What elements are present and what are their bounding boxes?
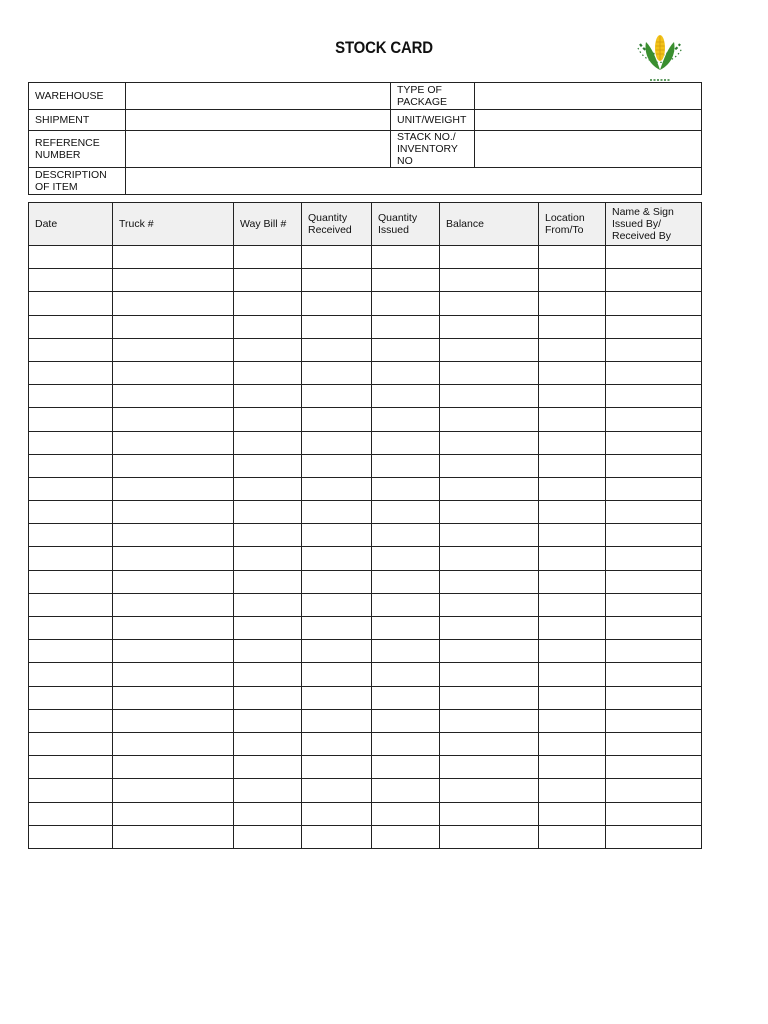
table-cell[interactable] xyxy=(113,547,234,570)
table-cell[interactable] xyxy=(440,732,539,755)
stack-no-field[interactable] xyxy=(475,131,702,168)
table-cell[interactable] xyxy=(113,593,234,616)
reference-number-label: REFERENCE NUMBER xyxy=(29,131,126,168)
page-title: STOCK CARD xyxy=(335,38,433,57)
reference-number-field[interactable] xyxy=(126,131,391,168)
table-cell[interactable] xyxy=(302,570,372,593)
table-cell[interactable] xyxy=(539,756,606,779)
table-cell[interactable] xyxy=(539,269,606,292)
table-cell[interactable] xyxy=(302,408,372,431)
table-cell[interactable] xyxy=(372,617,440,640)
table-cell[interactable] xyxy=(113,825,234,848)
table-row xyxy=(29,547,702,570)
table-cell[interactable] xyxy=(539,454,606,477)
table-cell[interactable] xyxy=(113,501,234,524)
table-cell[interactable] xyxy=(302,246,372,269)
table-cell[interactable] xyxy=(113,269,234,292)
table-cell[interactable] xyxy=(113,338,234,361)
table-cell[interactable] xyxy=(539,501,606,524)
table-cell[interactable] xyxy=(29,524,113,547)
table-cell[interactable] xyxy=(606,361,702,384)
table-cell[interactable] xyxy=(302,732,372,755)
table-row xyxy=(29,431,702,454)
table-cell[interactable] xyxy=(302,385,372,408)
table-cell[interactable] xyxy=(113,431,234,454)
table-cell[interactable] xyxy=(234,802,302,825)
table-cell[interactable] xyxy=(539,640,606,663)
table-cell[interactable] xyxy=(606,570,702,593)
table-cell[interactable] xyxy=(113,663,234,686)
table-cell[interactable] xyxy=(539,246,606,269)
table-cell[interactable] xyxy=(606,246,702,269)
table-cell[interactable] xyxy=(539,524,606,547)
table-cell[interactable] xyxy=(29,385,113,408)
table-cell[interactable] xyxy=(302,431,372,454)
table-cell[interactable] xyxy=(372,547,440,570)
column-header-name-sign: Name & Sign Issued By/ Received By xyxy=(606,203,702,246)
table-row xyxy=(29,825,702,848)
table-cell[interactable] xyxy=(440,756,539,779)
warehouse-field[interactable] xyxy=(126,83,391,110)
table-cell[interactable] xyxy=(234,501,302,524)
table-cell[interactable] xyxy=(372,709,440,732)
table-cell[interactable] xyxy=(440,431,539,454)
table-cell[interactable] xyxy=(372,663,440,686)
table-cell[interactable] xyxy=(372,408,440,431)
table-cell[interactable] xyxy=(234,524,302,547)
table-cell[interactable] xyxy=(234,315,302,338)
log-header-row xyxy=(29,203,702,246)
table-cell[interactable] xyxy=(302,663,372,686)
table-cell[interactable] xyxy=(29,686,113,709)
shipment-field[interactable] xyxy=(126,110,391,131)
table-cell[interactable] xyxy=(302,593,372,616)
table-cell[interactable] xyxy=(440,269,539,292)
table-cell[interactable] xyxy=(539,361,606,384)
table-cell[interactable] xyxy=(539,617,606,640)
table-cell[interactable] xyxy=(29,431,113,454)
table-cell[interactable] xyxy=(372,593,440,616)
table-cell[interactable] xyxy=(539,686,606,709)
table-cell[interactable] xyxy=(234,732,302,755)
table-row xyxy=(29,385,702,408)
table-cell[interactable] xyxy=(440,408,539,431)
table-cell[interactable] xyxy=(372,686,440,709)
table-cell[interactable] xyxy=(539,385,606,408)
table-cell[interactable] xyxy=(302,825,372,848)
column-header-quantity-received: Quantity Received xyxy=(302,203,372,246)
table-cell[interactable] xyxy=(440,802,539,825)
table-cell[interactable] xyxy=(372,732,440,755)
table-row xyxy=(29,686,702,709)
table-cell[interactable] xyxy=(606,431,702,454)
table-cell[interactable] xyxy=(29,408,113,431)
table-cell[interactable] xyxy=(372,269,440,292)
table-cell[interactable] xyxy=(234,385,302,408)
table-cell[interactable] xyxy=(234,454,302,477)
table-cell[interactable] xyxy=(29,732,113,755)
table-cell[interactable] xyxy=(606,593,702,616)
description-field[interactable] xyxy=(126,168,702,195)
table-cell[interactable] xyxy=(606,454,702,477)
type-of-package-field[interactable] xyxy=(475,83,702,110)
table-cell[interactable] xyxy=(606,269,702,292)
table-cell[interactable] xyxy=(113,640,234,663)
table-cell[interactable] xyxy=(539,547,606,570)
table-cell[interactable] xyxy=(606,501,702,524)
table-cell[interactable] xyxy=(440,501,539,524)
table-cell[interactable] xyxy=(234,663,302,686)
table-cell[interactable] xyxy=(606,779,702,802)
table-cell[interactable] xyxy=(113,315,234,338)
table-cell[interactable] xyxy=(29,593,113,616)
table-cell[interactable] xyxy=(234,246,302,269)
table-cell[interactable] xyxy=(539,292,606,315)
table-row xyxy=(29,709,702,732)
table-cell[interactable] xyxy=(302,779,372,802)
table-cell[interactable] xyxy=(539,593,606,616)
table-cell[interactable] xyxy=(29,709,113,732)
table-cell[interactable] xyxy=(539,779,606,802)
table-cell[interactable] xyxy=(539,802,606,825)
table-row xyxy=(29,292,702,315)
table-cell[interactable] xyxy=(440,709,539,732)
table-cell[interactable] xyxy=(440,663,539,686)
table-cell[interactable] xyxy=(372,315,440,338)
table-cell[interactable] xyxy=(539,825,606,848)
column-header-way-bill: Way Bill # xyxy=(234,203,302,246)
table-cell[interactable] xyxy=(234,431,302,454)
table-row xyxy=(29,663,702,686)
table-cell[interactable] xyxy=(234,361,302,384)
table-cell[interactable] xyxy=(113,802,234,825)
stock-log-table xyxy=(28,202,702,849)
table-cell[interactable] xyxy=(302,338,372,361)
table-cell[interactable] xyxy=(606,640,702,663)
table-cell[interactable] xyxy=(302,501,372,524)
table-cell[interactable] xyxy=(606,663,702,686)
warehouse-label: WAREHOUSE xyxy=(29,83,126,110)
table-cell[interactable] xyxy=(29,779,113,802)
table-cell[interactable] xyxy=(29,477,113,500)
table-cell[interactable] xyxy=(372,756,440,779)
table-cell[interactable] xyxy=(440,779,539,802)
table-cell[interactable] xyxy=(302,292,372,315)
table-cell[interactable] xyxy=(302,269,372,292)
table-cell[interactable] xyxy=(440,524,539,547)
table-cell[interactable] xyxy=(440,593,539,616)
table-cell[interactable] xyxy=(302,802,372,825)
table-cell[interactable] xyxy=(234,269,302,292)
table-cell[interactable] xyxy=(606,338,702,361)
table-cell[interactable] xyxy=(372,640,440,663)
table-cell[interactable] xyxy=(29,547,113,570)
table-cell[interactable] xyxy=(539,477,606,500)
table-cell[interactable] xyxy=(606,315,702,338)
table-row xyxy=(29,361,702,384)
table-cell[interactable] xyxy=(29,454,113,477)
table-cell[interactable] xyxy=(372,501,440,524)
table-cell[interactable] xyxy=(234,640,302,663)
table-cell[interactable] xyxy=(302,617,372,640)
table-row xyxy=(29,593,702,616)
table-cell[interactable] xyxy=(372,361,440,384)
table-row xyxy=(29,802,702,825)
table-cell[interactable] xyxy=(302,709,372,732)
table-cell[interactable] xyxy=(606,617,702,640)
shipment-label: SHIPMENT xyxy=(29,110,126,131)
table-row xyxy=(29,246,702,269)
table-cell[interactable] xyxy=(606,756,702,779)
table-cell[interactable] xyxy=(440,338,539,361)
table-cell[interactable] xyxy=(29,501,113,524)
table-cell[interactable] xyxy=(372,385,440,408)
corn-leaf-wreath-icon xyxy=(630,30,690,84)
table-cell[interactable] xyxy=(302,315,372,338)
table-row xyxy=(29,756,702,779)
column-header-balance: Balance xyxy=(440,203,539,246)
table-cell[interactable] xyxy=(113,477,234,500)
info-row xyxy=(29,83,702,110)
table-cell[interactable] xyxy=(440,385,539,408)
unit-weight-field[interactable] xyxy=(475,110,702,131)
table-cell[interactable] xyxy=(440,361,539,384)
table-cell[interactable] xyxy=(440,477,539,500)
table-cell[interactable] xyxy=(113,570,234,593)
table-cell[interactable] xyxy=(113,361,234,384)
table-row xyxy=(29,524,702,547)
column-header-location: Location From/To xyxy=(539,203,606,246)
table-cell[interactable] xyxy=(440,640,539,663)
table-cell[interactable] xyxy=(539,570,606,593)
table-cell[interactable] xyxy=(372,524,440,547)
table-cell[interactable] xyxy=(606,547,702,570)
table-cell[interactable] xyxy=(113,408,234,431)
table-cell[interactable] xyxy=(29,617,113,640)
table-cell[interactable] xyxy=(372,802,440,825)
table-cell[interactable] xyxy=(234,686,302,709)
table-cell[interactable] xyxy=(372,246,440,269)
table-row xyxy=(29,501,702,524)
info-row xyxy=(29,131,702,168)
table-cell[interactable] xyxy=(29,663,113,686)
table-cell[interactable] xyxy=(302,361,372,384)
table-cell[interactable] xyxy=(606,732,702,755)
table-cell[interactable] xyxy=(29,246,113,269)
table-cell[interactable] xyxy=(606,524,702,547)
table-cell[interactable] xyxy=(234,547,302,570)
table-cell[interactable] xyxy=(440,292,539,315)
table-cell[interactable] xyxy=(29,570,113,593)
table-cell[interactable] xyxy=(372,570,440,593)
table-cell[interactable] xyxy=(372,454,440,477)
table-cell[interactable] xyxy=(440,617,539,640)
description-label: DESCRIPTION OF ITEM xyxy=(29,168,126,195)
table-cell[interactable] xyxy=(29,825,113,848)
table-cell[interactable] xyxy=(606,385,702,408)
item-info-table xyxy=(28,82,702,195)
table-cell[interactable] xyxy=(372,431,440,454)
info-row xyxy=(29,110,702,131)
type-of-package-label: TYPE OF PACKAGE xyxy=(391,83,475,110)
table-cell[interactable] xyxy=(372,825,440,848)
table-cell[interactable] xyxy=(29,338,113,361)
table-cell[interactable] xyxy=(440,825,539,848)
table-cell[interactable] xyxy=(606,408,702,431)
table-cell[interactable] xyxy=(302,686,372,709)
table-cell[interactable] xyxy=(606,709,702,732)
table-cell[interactable] xyxy=(113,756,234,779)
table-cell[interactable] xyxy=(113,617,234,640)
table-cell[interactable] xyxy=(113,779,234,802)
table-cell[interactable] xyxy=(234,338,302,361)
table-cell[interactable] xyxy=(302,756,372,779)
table-cell[interactable] xyxy=(234,292,302,315)
table-cell[interactable] xyxy=(234,477,302,500)
table-row xyxy=(29,408,702,431)
unit-weight-label: UNIT/WEIGHT xyxy=(391,110,475,131)
table-cell[interactable] xyxy=(372,779,440,802)
table-cell[interactable] xyxy=(113,292,234,315)
table-cell[interactable] xyxy=(539,408,606,431)
table-cell[interactable] xyxy=(113,246,234,269)
column-header-date: Date xyxy=(29,203,113,246)
table-cell[interactable] xyxy=(539,732,606,755)
table-cell[interactable] xyxy=(113,385,234,408)
table-row xyxy=(29,779,702,802)
table-cell[interactable] xyxy=(29,292,113,315)
table-cell[interactable] xyxy=(539,663,606,686)
table-cell[interactable] xyxy=(372,477,440,500)
table-cell[interactable] xyxy=(302,477,372,500)
table-cell[interactable] xyxy=(113,454,234,477)
table-cell[interactable] xyxy=(606,477,702,500)
table-cell[interactable] xyxy=(302,524,372,547)
table-cell[interactable] xyxy=(113,686,234,709)
table-cell[interactable] xyxy=(539,431,606,454)
table-cell[interactable] xyxy=(372,338,440,361)
stack-no-label: STACK NO./ INVENTORY NO xyxy=(391,131,475,168)
table-cell[interactable] xyxy=(29,640,113,663)
table-cell[interactable] xyxy=(372,292,440,315)
column-header-truck: Truck # xyxy=(113,203,234,246)
table-row xyxy=(29,640,702,663)
info-row xyxy=(29,168,702,195)
table-row xyxy=(29,338,702,361)
table-cell[interactable] xyxy=(113,709,234,732)
table-row xyxy=(29,570,702,593)
table-cell[interactable] xyxy=(234,593,302,616)
table-row xyxy=(29,315,702,338)
table-cell[interactable] xyxy=(113,732,234,755)
table-cell[interactable] xyxy=(440,570,539,593)
table-row xyxy=(29,269,702,292)
table-cell[interactable] xyxy=(29,756,113,779)
table-cell[interactable] xyxy=(440,686,539,709)
table-cell[interactable] xyxy=(440,246,539,269)
column-header-quantity-issued: Quantity Issued xyxy=(372,203,440,246)
table-cell[interactable] xyxy=(440,315,539,338)
log-body xyxy=(29,246,702,849)
table-cell[interactable] xyxy=(302,640,372,663)
table-cell[interactable] xyxy=(302,547,372,570)
table-cell[interactable] xyxy=(234,570,302,593)
table-cell[interactable] xyxy=(234,756,302,779)
table-cell[interactable] xyxy=(29,802,113,825)
table-cell[interactable] xyxy=(29,315,113,338)
table-row xyxy=(29,617,702,640)
table-cell[interactable] xyxy=(234,825,302,848)
table-cell[interactable] xyxy=(539,315,606,338)
table-cell[interactable] xyxy=(539,338,606,361)
table-cell[interactable] xyxy=(113,524,234,547)
table-cell[interactable] xyxy=(606,802,702,825)
table-row xyxy=(29,477,702,500)
table-row xyxy=(29,732,702,755)
table-cell[interactable] xyxy=(440,547,539,570)
table-cell[interactable] xyxy=(234,779,302,802)
table-cell[interactable] xyxy=(606,292,702,315)
table-cell[interactable] xyxy=(234,617,302,640)
table-cell[interactable] xyxy=(539,709,606,732)
table-row xyxy=(29,454,702,477)
table-cell[interactable] xyxy=(29,361,113,384)
table-cell[interactable] xyxy=(440,454,539,477)
table-cell[interactable] xyxy=(606,686,702,709)
table-cell[interactable] xyxy=(29,269,113,292)
table-cell[interactable] xyxy=(606,825,702,848)
table-cell[interactable] xyxy=(234,408,302,431)
table-cell[interactable] xyxy=(234,709,302,732)
table-cell[interactable] xyxy=(302,454,372,477)
